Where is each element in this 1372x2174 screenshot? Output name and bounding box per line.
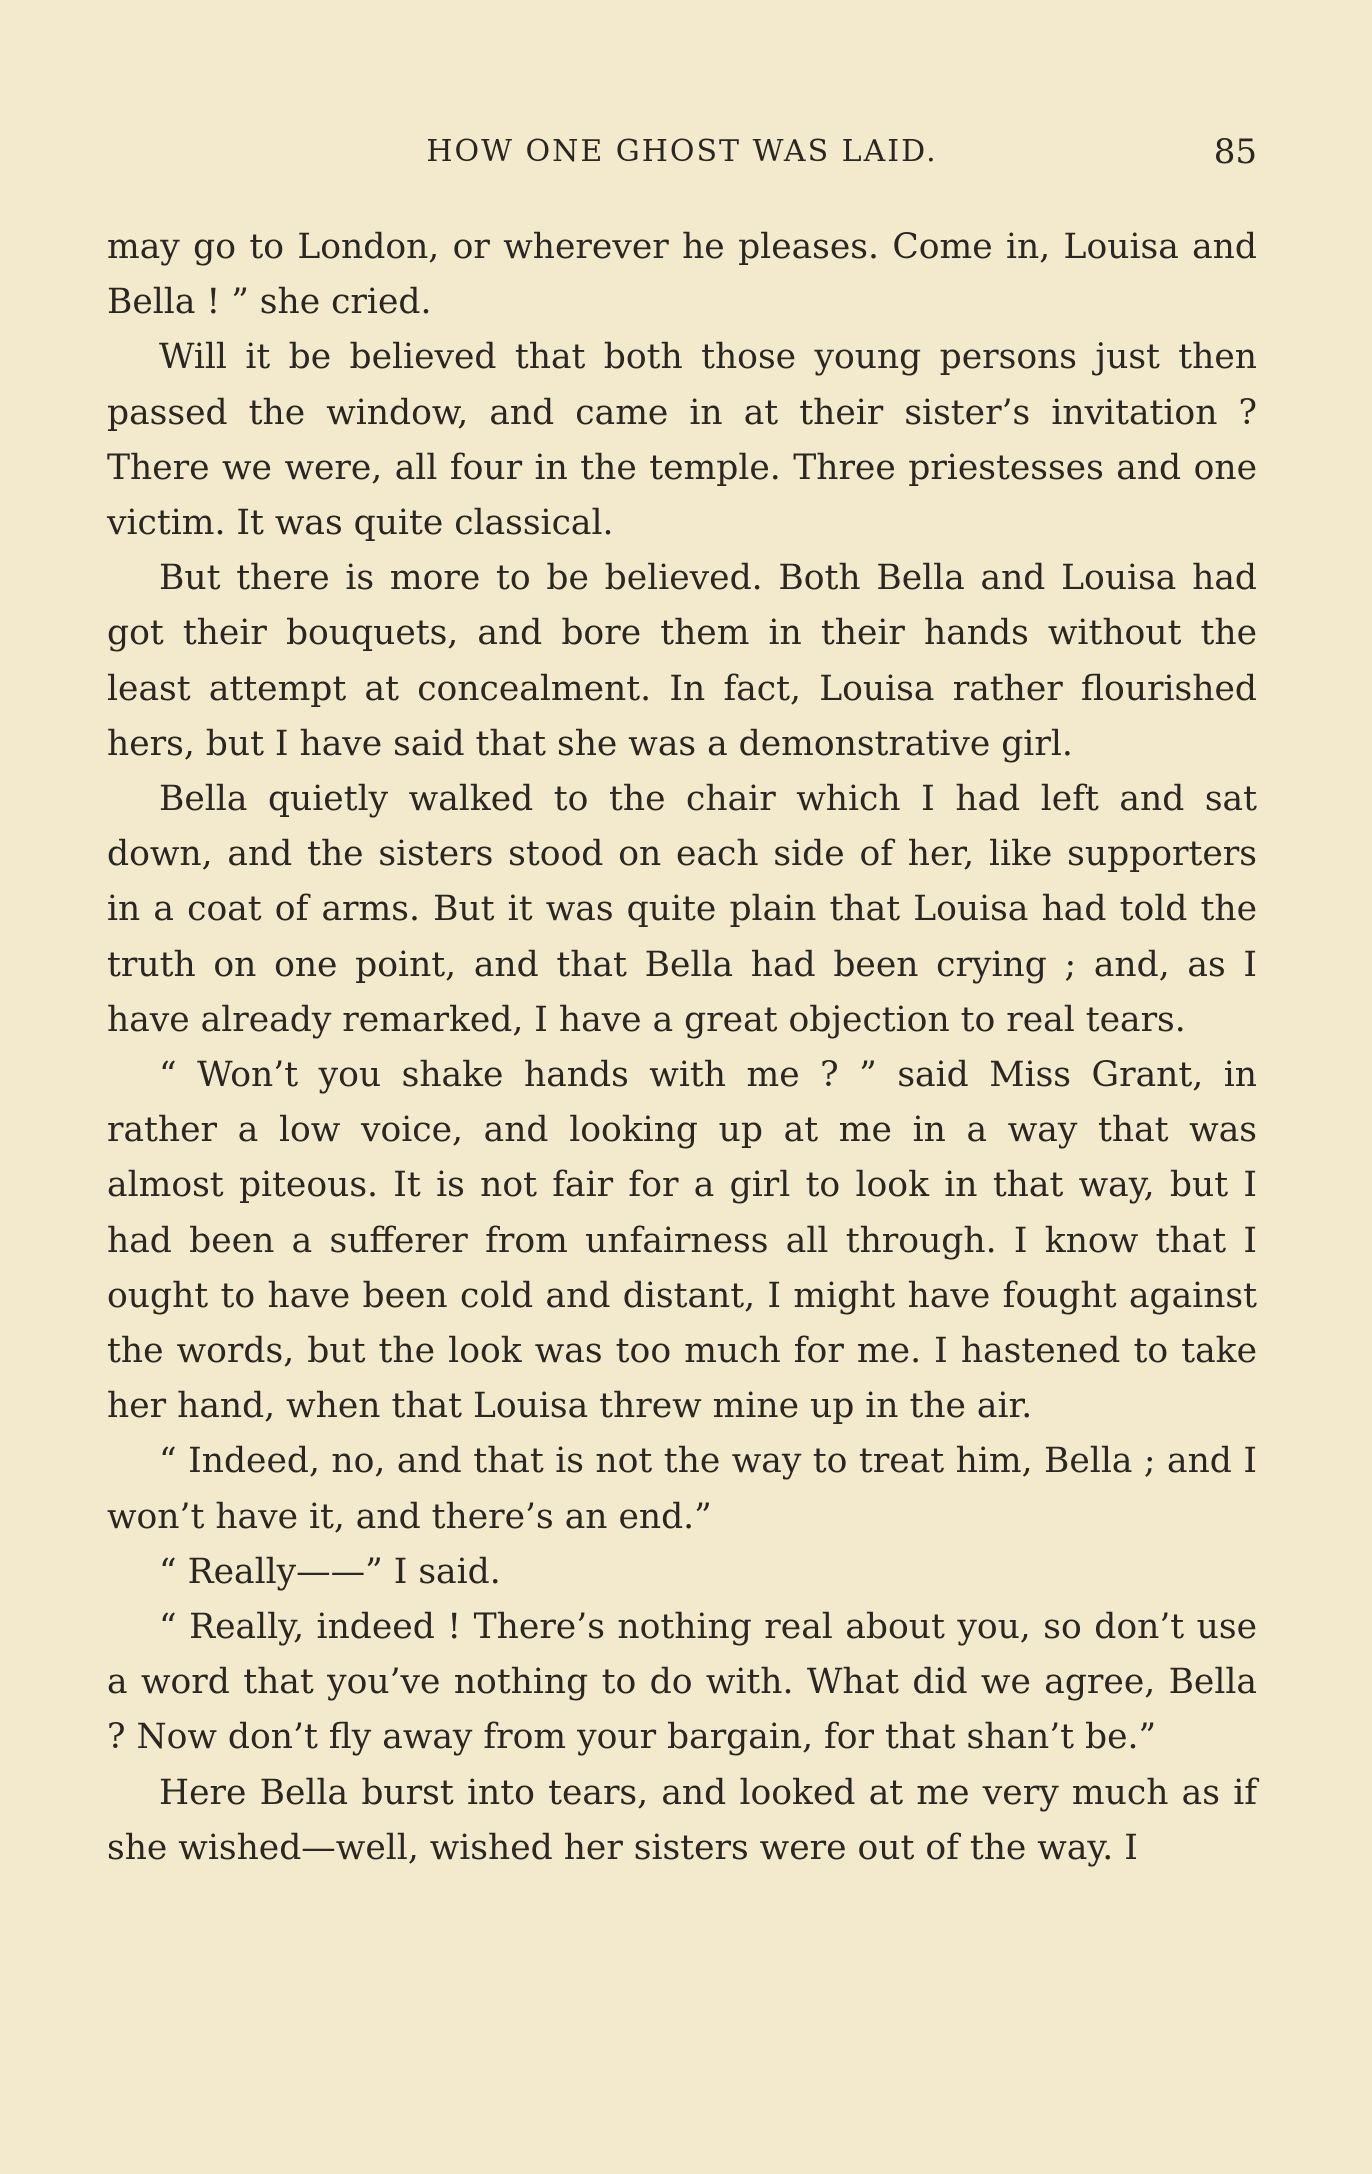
paragraph: Will it be believed that both those young persons just then passed the window, and came in at their sister’s invitation ? There we were, all four in the temple. Three priestesses and one victim. It was quite classical. — [107, 337, 1257, 544]
paragraph: “ Really, indeed ! There’s nothing real about you, so don’t use a word that you’ve nothing to do with. What did we agree, Bella ? Now don’t fly away from your bargain, for that shan’t be.” — [107, 1607, 1257, 1758]
paragraph: may go to London, or wherever he pleases. Come in, Louisa and Bella ! ” she cried. — [107, 227, 1257, 323]
page-header — [107, 124, 1257, 180]
running-title: HOW ONE GHOST WAS LAID. — [426, 134, 938, 169]
paragraph: Bella quietly walked to the chair which I had left and sat down, and the sisters stood on each side of her, like supporters in a coat of arms. But it was quite plain that Louisa had told the truth on one point, and that Bella had been crying ; and, as I have already remarked, I have a great objection to real tears. — [107, 779, 1257, 1040]
paragraph: But there is more to be believed. Both Bella and Louisa had got their bouquets, and bore them in their hands without the least attempt at concealment. In fact, Louisa rather flourished hers, but I have said that she was a demonstrative girl. — [107, 558, 1257, 764]
body-text — [107, 220, 1257, 1876]
paragraph: Here Bella burst into tears, and looked at me very much as if she wished—well, wished her sisters were out of the way. I — [107, 1772, 1257, 1868]
paragraph: “ Indeed, no, and that is not the way to treat him, Bella ; and I won’t have it, and there’s an end.” — [107, 1441, 1257, 1537]
page-number: 85 — [1213, 132, 1257, 172]
paragraph: “ Really——” I said. — [159, 1551, 501, 1592]
paragraph: “ Won’t you shake hands with me ? ” said Miss Grant, in rather a low voice, and looking up at me in a way that was almost piteous. It is not fair for a girl to look in that way, but I had been a sufferer from unfairness all through. I know that I ought to have been cold and distant, I might have fought against the words, but the look was too much for me. I hastened to take her hand, when that Louisa threw mine up in the air. — [107, 1055, 1257, 1427]
